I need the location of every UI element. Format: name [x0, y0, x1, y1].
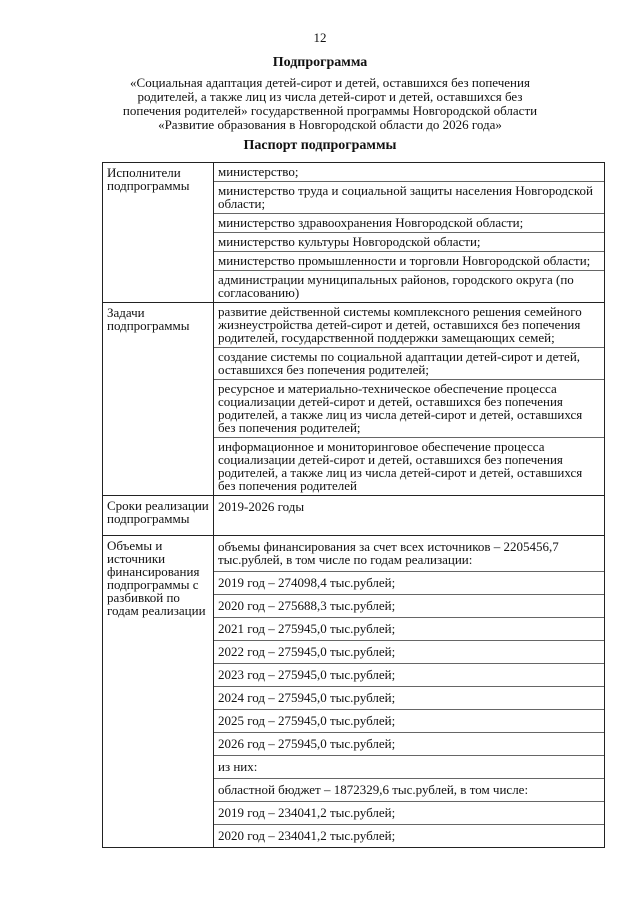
row-label: Исполнители подпрограммы — [103, 163, 214, 303]
row-content — [214, 496, 605, 536]
table-row-terms — [103, 496, 605, 536]
list-item: объемы финансирования за счет всех источников – 2205456,7 тыс.рублей, в том числе по годам реализации: — [218, 539, 559, 567]
list-item: 2025 год – 275945,0 тыс.рублей; — [214, 709, 604, 732]
row-content — [214, 536, 605, 848]
list-item: развитие действенной системы комплексного решения семейного жизнеустройства детей-сирот и детей, оставшихся без попечения родителей, государственной поддержки замещающих семей; — [218, 304, 582, 345]
row-content — [214, 163, 605, 303]
table-row-executors — [103, 163, 605, 303]
list-item: 2019-2026 годы — [218, 499, 305, 514]
row-label: Сроки реализации подпрограммы — [103, 496, 214, 536]
table-row-tasks — [103, 303, 605, 496]
row-content — [214, 303, 605, 496]
list-item: областной бюджет – 1872329,6 тыс.рублей, в том числе: — [214, 778, 604, 801]
list-item: 2024 год – 275945,0 тыс.рублей; — [214, 686, 604, 709]
list-item: ресурсное и материально-техническое обеспечение процесса социализации детей-сирот и детей, оставшихся без попечения родителей, а также лиц из числа детей-сирот и детей, оставшихся без попечения родителей; — [214, 379, 604, 437]
list-item: 2019 год – 234041,2 тыс.рублей; — [214, 801, 604, 824]
list-item: 2022 год – 275945,0 тыс.рублей; — [214, 640, 604, 663]
list-item: информационное и мониторинговое обеспечение процесса социализации детей-сирот и детей, оставшихся без попечения родителей, а также лиц из числа детей-сирот и детей, оставшихся без попечения родителей — [214, 437, 604, 495]
passport-table — [102, 162, 605, 848]
subprogram-title: «Социальная адаптация детей-сирот и детей, оставшихся без попечения родителей, а также лиц из числа детей-сирот и детей, оставшихся без попечения родителей» государственной программы Новгородской области «Развитие образования в Новгородской области до 2026 года» — [122, 75, 538, 132]
list-item: министерство труда и социальной защиты населения Новгородской области; — [214, 181, 604, 213]
passport-title: Паспорт подпрограммы — [243, 138, 397, 153]
document-heading: Подпрограмма — [272, 55, 368, 70]
list-item: министерство промышленности и торговли Новгородской области; — [214, 251, 604, 270]
list-item: 2020 год – 234041,2 тыс.рублей; — [214, 824, 604, 847]
list-item: министерство; — [218, 164, 299, 179]
page-number: 12 — [313, 30, 327, 45]
list-item: министерство здравоохранения Новгородской области; — [214, 213, 604, 232]
list-item: администрации муниципальных районов, городского округа (по согласованию) — [214, 270, 604, 302]
list-item: 2021 год – 275945,0 тыс.рублей; — [214, 617, 604, 640]
table-row-funding — [103, 536, 605, 848]
row-label: Объемы и источники финансирования подпрограммы с разбивкой по годам реализации — [103, 536, 214, 848]
list-item: министерство культуры Новгородской области; — [214, 232, 604, 251]
list-item: из них: — [214, 755, 604, 778]
list-item: 2019 год – 274098,4 тыс.рублей; — [214, 571, 604, 594]
list-item: 2020 год – 275688,3 тыс.рублей; — [214, 594, 604, 617]
list-item: создание системы по социальной адаптации детей-сирот и детей, оставшихся без попечения родителей; — [214, 347, 604, 379]
list-item: 2026 год – 275945,0 тыс.рублей; — [214, 732, 604, 755]
row-label: Задачи подпрограммы — [103, 303, 214, 496]
list-item: 2023 год – 275945,0 тыс.рублей; — [214, 663, 604, 686]
